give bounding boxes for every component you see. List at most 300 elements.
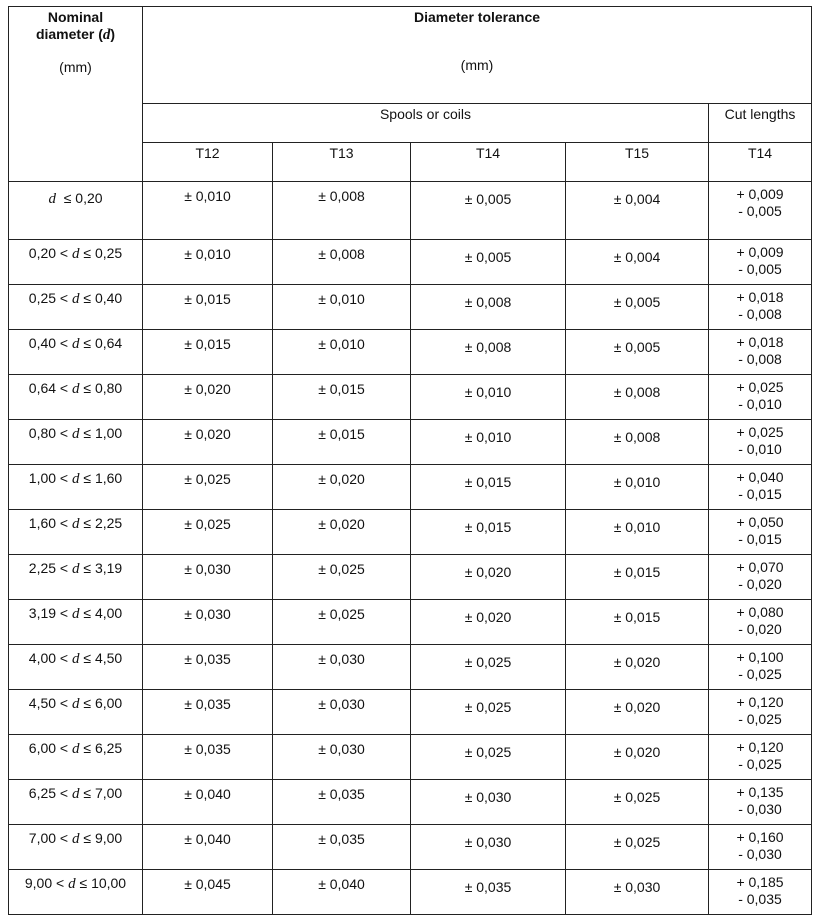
range-hi: 7,00 bbox=[94, 785, 123, 801]
t14-cell bbox=[411, 645, 566, 690]
cut-length-cell bbox=[709, 375, 812, 420]
range-d: d bbox=[72, 246, 80, 262]
t13-cell bbox=[273, 645, 411, 690]
t14-value: ± 0,008 bbox=[464, 294, 512, 310]
t12-cell bbox=[143, 735, 273, 780]
range-lo: 4,00 bbox=[28, 650, 57, 666]
t15-cell bbox=[566, 240, 709, 285]
t12-cell bbox=[143, 285, 273, 330]
t12-cell bbox=[143, 240, 273, 285]
range-hi: 0,80 bbox=[94, 380, 123, 396]
cut-minus-value: - 0,025 bbox=[738, 711, 782, 727]
range-hi: 6,25 bbox=[94, 740, 123, 756]
t13-cell bbox=[273, 780, 411, 825]
t14-value: ± 0,010 bbox=[464, 384, 512, 400]
range-op2: ≤ bbox=[79, 875, 88, 891]
t14-value: ± 0,008 bbox=[464, 339, 512, 355]
range-lo: 0,20 bbox=[28, 245, 57, 261]
t15-cell bbox=[566, 870, 709, 915]
range-d: d bbox=[72, 471, 80, 487]
range-op2: ≤ bbox=[83, 695, 92, 711]
col-header-t14 bbox=[411, 143, 566, 182]
range-d: d bbox=[72, 561, 80, 577]
t13-cell bbox=[273, 510, 411, 555]
cut-minus-value: - 0,030 bbox=[738, 846, 782, 862]
t14-cell bbox=[411, 420, 566, 465]
t14-value: ± 0,005 bbox=[464, 249, 512, 265]
range-op1: < bbox=[59, 785, 69, 801]
t14-value: ± 0,010 bbox=[464, 429, 512, 445]
nominal-range-cell bbox=[9, 375, 143, 420]
nominal-range-cell bbox=[9, 645, 143, 690]
t12-value: ± 0,030 bbox=[184, 561, 231, 577]
cut-plus-value: + 0,018 bbox=[736, 334, 784, 350]
nominal-header-line2 bbox=[9, 26, 142, 44]
range-op1: < bbox=[59, 740, 69, 756]
t13-value: ± 0,020 bbox=[318, 471, 365, 487]
col-header-t12 bbox=[143, 143, 273, 182]
range-d: d bbox=[72, 336, 80, 352]
range-op2: ≤ bbox=[83, 470, 92, 486]
cut-minus-value: - 0,035 bbox=[738, 891, 782, 907]
nominal-range-cell bbox=[9, 690, 143, 735]
range-lo: 0,64 bbox=[28, 380, 57, 396]
t15-cell bbox=[566, 780, 709, 825]
t15-cell bbox=[566, 375, 709, 420]
t15-value: ± 0,030 bbox=[613, 879, 661, 895]
range-lo: 1,60 bbox=[28, 515, 57, 531]
t14-cell bbox=[411, 780, 566, 825]
range-op1: < bbox=[59, 830, 69, 846]
range-hi: 3,19 bbox=[94, 560, 123, 576]
cut-plus-value: + 0,040 bbox=[736, 469, 784, 485]
cut-plus-value: + 0,070 bbox=[736, 559, 784, 575]
range-d: d bbox=[72, 291, 80, 307]
t15-value: ± 0,010 bbox=[613, 474, 661, 490]
t15-value: ± 0,004 bbox=[613, 191, 661, 207]
range-op1: < bbox=[56, 875, 65, 891]
t13-cell bbox=[273, 285, 411, 330]
cut-plus-value: + 0,050 bbox=[736, 514, 784, 530]
cut-plus-value: + 0,009 bbox=[736, 244, 784, 260]
nominal-range-cell bbox=[9, 182, 143, 240]
range-op2: ≤ bbox=[83, 830, 92, 846]
diameter-tolerance-unit: (mm) bbox=[460, 57, 494, 73]
t15-cell bbox=[566, 465, 709, 510]
t13-cell bbox=[273, 465, 411, 510]
t12-value: ± 0,040 bbox=[184, 831, 231, 847]
cut-plus-value: + 0,018 bbox=[736, 289, 784, 305]
nominal-range-cell bbox=[9, 825, 143, 870]
t14-value: ± 0,015 bbox=[464, 519, 512, 535]
table-row bbox=[9, 375, 812, 420]
range-lo: 2,25 bbox=[28, 560, 57, 576]
nominal-range-cell bbox=[9, 420, 143, 465]
col-label: T14 bbox=[475, 145, 501, 161]
t15-value: ± 0,020 bbox=[613, 744, 661, 760]
t14-cell bbox=[411, 600, 566, 645]
range-op2: ≤ bbox=[83, 335, 92, 351]
range-op2: ≤ bbox=[83, 560, 92, 576]
t13-cell bbox=[273, 735, 411, 780]
diameter-tolerance-table bbox=[8, 6, 812, 915]
t14-value: ± 0,020 bbox=[464, 609, 512, 625]
table-row bbox=[9, 182, 812, 240]
range-lo: 7,00 bbox=[28, 830, 57, 846]
table-row bbox=[9, 240, 812, 285]
t13-cell bbox=[273, 870, 411, 915]
col-label: T12 bbox=[195, 145, 220, 161]
range-op1: < bbox=[59, 335, 69, 351]
nominal-header-prefix: diameter ( bbox=[35, 26, 103, 42]
range-hi: 1,60 bbox=[94, 470, 123, 486]
cut-minus-value: - 0,025 bbox=[738, 666, 782, 682]
t13-cell bbox=[273, 690, 411, 735]
nominal-range-cell bbox=[9, 555, 143, 600]
t13-value: ± 0,008 bbox=[318, 246, 365, 262]
t13-cell bbox=[273, 330, 411, 375]
range-lo: 9,00 bbox=[24, 875, 53, 891]
range-hi: 10,00 bbox=[91, 875, 127, 891]
nominal-range-cell bbox=[9, 600, 143, 645]
cut-plus-value: + 0,080 bbox=[736, 604, 784, 620]
col-label: T13 bbox=[329, 145, 354, 161]
range-op1: < bbox=[59, 650, 69, 666]
cut-length-cell bbox=[709, 825, 812, 870]
range-d: d bbox=[72, 696, 80, 712]
range-op1: < bbox=[59, 380, 69, 396]
table-row bbox=[9, 330, 812, 375]
t15-value: ± 0,015 bbox=[613, 564, 661, 580]
range-hi: 2,25 bbox=[94, 515, 123, 531]
range-op2: ≤ bbox=[63, 190, 72, 206]
range-op2: ≤ bbox=[83, 740, 92, 756]
range-op1: < bbox=[59, 425, 69, 441]
t12-cell bbox=[143, 780, 273, 825]
t13-value: ± 0,015 bbox=[318, 381, 365, 397]
table-row bbox=[9, 780, 812, 825]
t13-value: ± 0,010 bbox=[318, 336, 365, 352]
t12-cell bbox=[143, 330, 273, 375]
range-hi: 4,50 bbox=[94, 650, 123, 666]
t13-value: ± 0,030 bbox=[318, 696, 365, 712]
t12-cell bbox=[143, 825, 273, 870]
cut-minus-value: - 0,025 bbox=[738, 756, 782, 772]
t13-cell bbox=[273, 182, 411, 240]
cut-length-cell bbox=[709, 240, 812, 285]
t12-value: ± 0,045 bbox=[184, 876, 231, 892]
range-hi: 9,00 bbox=[94, 830, 123, 846]
t14-cell bbox=[411, 510, 566, 555]
range-hi: 4,00 bbox=[94, 605, 123, 621]
diameter-tolerance-title: Diameter tolerance bbox=[413, 9, 541, 25]
range-lo: 0,80 bbox=[28, 425, 57, 441]
t14-cell bbox=[411, 375, 566, 420]
range-lo: 0,40 bbox=[28, 335, 57, 351]
t12-value: ± 0,010 bbox=[184, 246, 231, 262]
nominal-header-line1: Nominal bbox=[47, 9, 104, 25]
t15-cell bbox=[566, 420, 709, 465]
cut-plus-value: + 0,135 bbox=[736, 784, 784, 800]
t14-cell bbox=[411, 555, 566, 600]
t13-value: ± 0,040 bbox=[318, 876, 365, 892]
cut-lengths-label: Cut lengths bbox=[724, 106, 796, 122]
cut-plus-value: + 0,025 bbox=[736, 424, 784, 440]
table-row bbox=[9, 600, 812, 645]
t14-value: ± 0,030 bbox=[464, 834, 512, 850]
t12-value: ± 0,025 bbox=[184, 516, 231, 532]
t13-cell bbox=[273, 375, 411, 420]
cut-length-cell bbox=[709, 690, 812, 735]
t12-value: ± 0,020 bbox=[184, 381, 231, 397]
t14-value: ± 0,025 bbox=[464, 744, 512, 760]
t15-value: ± 0,015 bbox=[613, 609, 661, 625]
t12-cell bbox=[143, 645, 273, 690]
col-label: T14 bbox=[747, 145, 773, 161]
range-d: d bbox=[72, 516, 80, 532]
col-header-t15 bbox=[566, 143, 709, 182]
t12-cell bbox=[143, 465, 273, 510]
t14-cell bbox=[411, 870, 566, 915]
t13-value: ± 0,020 bbox=[318, 516, 365, 532]
range-lo: 1,00 bbox=[28, 470, 57, 486]
range-d: d bbox=[48, 191, 56, 207]
t15-value: ± 0,005 bbox=[613, 339, 661, 355]
table-row bbox=[9, 510, 812, 555]
t12-value: ± 0,035 bbox=[184, 696, 231, 712]
t13-cell bbox=[273, 555, 411, 600]
cut-plus-value: + 0,009 bbox=[736, 186, 784, 202]
t13-cell bbox=[273, 240, 411, 285]
t15-value: ± 0,008 bbox=[613, 429, 661, 445]
cut-length-cell bbox=[709, 600, 812, 645]
range-lo: 6,00 bbox=[28, 740, 57, 756]
cut-plus-value: + 0,120 bbox=[736, 694, 784, 710]
t14-value: ± 0,020 bbox=[464, 564, 512, 580]
t15-value: ± 0,025 bbox=[613, 834, 661, 850]
cut-lengths-header bbox=[709, 104, 812, 143]
diameter-tolerance-header bbox=[143, 7, 812, 104]
t15-value: ± 0,004 bbox=[613, 249, 661, 265]
t13-value: ± 0,035 bbox=[318, 786, 365, 802]
t15-cell bbox=[566, 182, 709, 240]
range-op1: < bbox=[59, 695, 69, 711]
cut-minus-value: - 0,030 bbox=[738, 801, 782, 817]
range-op2: ≤ bbox=[83, 380, 92, 396]
range-op1: < bbox=[59, 245, 69, 261]
t14-cell bbox=[411, 465, 566, 510]
range-op1: < bbox=[59, 560, 69, 576]
t15-cell bbox=[566, 600, 709, 645]
cut-plus-value: + 0,160 bbox=[736, 829, 784, 845]
t12-cell bbox=[143, 690, 273, 735]
col-label: T15 bbox=[624, 145, 650, 161]
range-d: d bbox=[72, 381, 80, 397]
cut-length-cell bbox=[709, 330, 812, 375]
range-hi: 0,64 bbox=[94, 335, 123, 351]
nominal-range-cell bbox=[9, 735, 143, 780]
t14-cell bbox=[411, 330, 566, 375]
cut-minus-value: - 0,020 bbox=[738, 621, 782, 637]
t12-value: ± 0,040 bbox=[184, 786, 231, 802]
table-row bbox=[9, 285, 812, 330]
cut-minus-value: - 0,005 bbox=[738, 203, 782, 219]
t14-cell bbox=[411, 240, 566, 285]
t14-value: ± 0,015 bbox=[464, 474, 512, 490]
cut-minus-value: - 0,008 bbox=[738, 351, 782, 367]
t15-value: ± 0,010 bbox=[613, 519, 661, 535]
cut-minus-value: - 0,005 bbox=[738, 261, 782, 277]
cut-length-cell bbox=[709, 735, 812, 780]
range-hi: 1,00 bbox=[94, 425, 123, 441]
cut-length-cell bbox=[709, 645, 812, 690]
cut-minus-value: - 0,015 bbox=[738, 486, 782, 502]
range-lo: 3,19 bbox=[28, 605, 57, 621]
t14-value: ± 0,035 bbox=[464, 879, 512, 895]
t12-value: ± 0,030 bbox=[184, 606, 231, 622]
t15-value: ± 0,025 bbox=[613, 789, 661, 805]
t14-cell bbox=[411, 690, 566, 735]
t15-cell bbox=[566, 510, 709, 555]
range-op2: ≤ bbox=[83, 515, 92, 531]
t14-cell bbox=[411, 182, 566, 240]
t12-value: ± 0,015 bbox=[184, 291, 231, 307]
t14-value: ± 0,005 bbox=[464, 191, 512, 207]
t12-value: ± 0,035 bbox=[184, 741, 231, 757]
range-op1: < bbox=[59, 605, 69, 621]
t13-value: ± 0,010 bbox=[318, 291, 365, 307]
t15-cell bbox=[566, 825, 709, 870]
cut-length-cell bbox=[709, 465, 812, 510]
t12-value: ± 0,020 bbox=[184, 426, 231, 442]
t14-cell bbox=[411, 825, 566, 870]
table-row bbox=[9, 870, 812, 915]
t15-cell bbox=[566, 645, 709, 690]
t12-cell bbox=[143, 510, 273, 555]
nominal-diameter-header bbox=[9, 7, 143, 182]
t14-value: ± 0,030 bbox=[464, 789, 512, 805]
nominal-unit: (mm) bbox=[59, 59, 92, 75]
cut-minus-value: - 0,010 bbox=[738, 396, 782, 412]
cut-plus-value: + 0,185 bbox=[736, 874, 784, 890]
t13-value: ± 0,030 bbox=[318, 741, 365, 757]
t12-cell bbox=[143, 182, 273, 240]
t12-value: ± 0,035 bbox=[184, 651, 231, 667]
cut-length-cell bbox=[709, 420, 812, 465]
t15-value: ± 0,020 bbox=[613, 699, 661, 715]
t14-value: ± 0,025 bbox=[464, 654, 512, 670]
table-row bbox=[9, 735, 812, 780]
cut-length-cell bbox=[709, 870, 812, 915]
cut-plus-value: + 0,100 bbox=[736, 649, 784, 665]
spools-header bbox=[143, 104, 709, 143]
t12-cell bbox=[143, 870, 273, 915]
table-row bbox=[9, 420, 812, 465]
range-hi: 6,00 bbox=[94, 695, 123, 711]
nominal-range-cell bbox=[9, 870, 143, 915]
range-d: d bbox=[72, 426, 80, 442]
t12-value: ± 0,015 bbox=[184, 336, 231, 352]
range-d: d bbox=[72, 786, 80, 802]
cut-minus-value: - 0,015 bbox=[738, 531, 782, 547]
range-op2: ≤ bbox=[83, 605, 92, 621]
t13-value: ± 0,030 bbox=[318, 651, 365, 667]
t15-cell bbox=[566, 690, 709, 735]
range-op1: < bbox=[59, 515, 69, 531]
range-lo: 4,50 bbox=[28, 695, 57, 711]
range-hi: 0,25 bbox=[94, 245, 123, 261]
cut-plus-value: + 0,120 bbox=[736, 739, 784, 755]
range-d: d bbox=[72, 606, 80, 622]
nominal-range-cell bbox=[9, 330, 143, 375]
t12-cell bbox=[143, 375, 273, 420]
col-header-cut-t14 bbox=[709, 143, 812, 182]
t13-value: ± 0,025 bbox=[318, 606, 365, 622]
range-op1: < bbox=[59, 470, 69, 486]
nominal-range-cell bbox=[9, 780, 143, 825]
nominal-range-cell bbox=[9, 510, 143, 555]
range-lo: 0,25 bbox=[28, 290, 57, 306]
range-op2: ≤ bbox=[83, 650, 92, 666]
range-hi: 0,40 bbox=[94, 290, 123, 306]
range-op2: ≤ bbox=[83, 245, 92, 261]
range-d: d bbox=[68, 876, 76, 892]
t15-cell bbox=[566, 285, 709, 330]
t13-cell bbox=[273, 600, 411, 645]
t15-cell bbox=[566, 330, 709, 375]
t15-cell bbox=[566, 735, 709, 780]
range-op2: ≤ bbox=[83, 425, 92, 441]
t13-value: ± 0,008 bbox=[318, 188, 365, 204]
t15-value: ± 0,005 bbox=[613, 294, 661, 310]
cut-plus-value: + 0,025 bbox=[736, 379, 784, 395]
nominal-range-cell bbox=[9, 240, 143, 285]
t15-cell bbox=[566, 555, 709, 600]
t14-value: ± 0,025 bbox=[464, 699, 512, 715]
cut-length-cell bbox=[709, 555, 812, 600]
t15-value: ± 0,020 bbox=[613, 654, 661, 670]
t12-value: ± 0,025 bbox=[184, 471, 231, 487]
t13-cell bbox=[273, 420, 411, 465]
table-row bbox=[9, 825, 812, 870]
t12-cell bbox=[143, 555, 273, 600]
table-row bbox=[9, 555, 812, 600]
t13-value: ± 0,015 bbox=[318, 426, 365, 442]
range-lo: 6,25 bbox=[28, 785, 57, 801]
nominal-header-d: d bbox=[102, 27, 111, 43]
nominal-range-cell bbox=[9, 465, 143, 510]
t12-cell bbox=[143, 420, 273, 465]
nominal-header-suffix: ) bbox=[110, 26, 116, 42]
t13-cell bbox=[273, 825, 411, 870]
table-row bbox=[9, 690, 812, 735]
t15-value: ± 0,008 bbox=[613, 384, 661, 400]
t12-cell bbox=[143, 600, 273, 645]
range-d: d bbox=[72, 741, 80, 757]
range-op2: ≤ bbox=[83, 785, 92, 801]
cut-minus-value: - 0,010 bbox=[738, 441, 782, 457]
t13-value: ± 0,035 bbox=[318, 831, 365, 847]
cut-length-cell bbox=[709, 780, 812, 825]
cut-length-cell bbox=[709, 285, 812, 330]
table-row bbox=[9, 645, 812, 690]
cut-minus-value: - 0,020 bbox=[738, 576, 782, 592]
range-d: d bbox=[72, 831, 80, 847]
col-header-t13 bbox=[273, 143, 411, 182]
t12-value: ± 0,010 bbox=[184, 188, 231, 204]
range-op1: < bbox=[59, 290, 69, 306]
range-hi: 0,20 bbox=[75, 190, 103, 206]
